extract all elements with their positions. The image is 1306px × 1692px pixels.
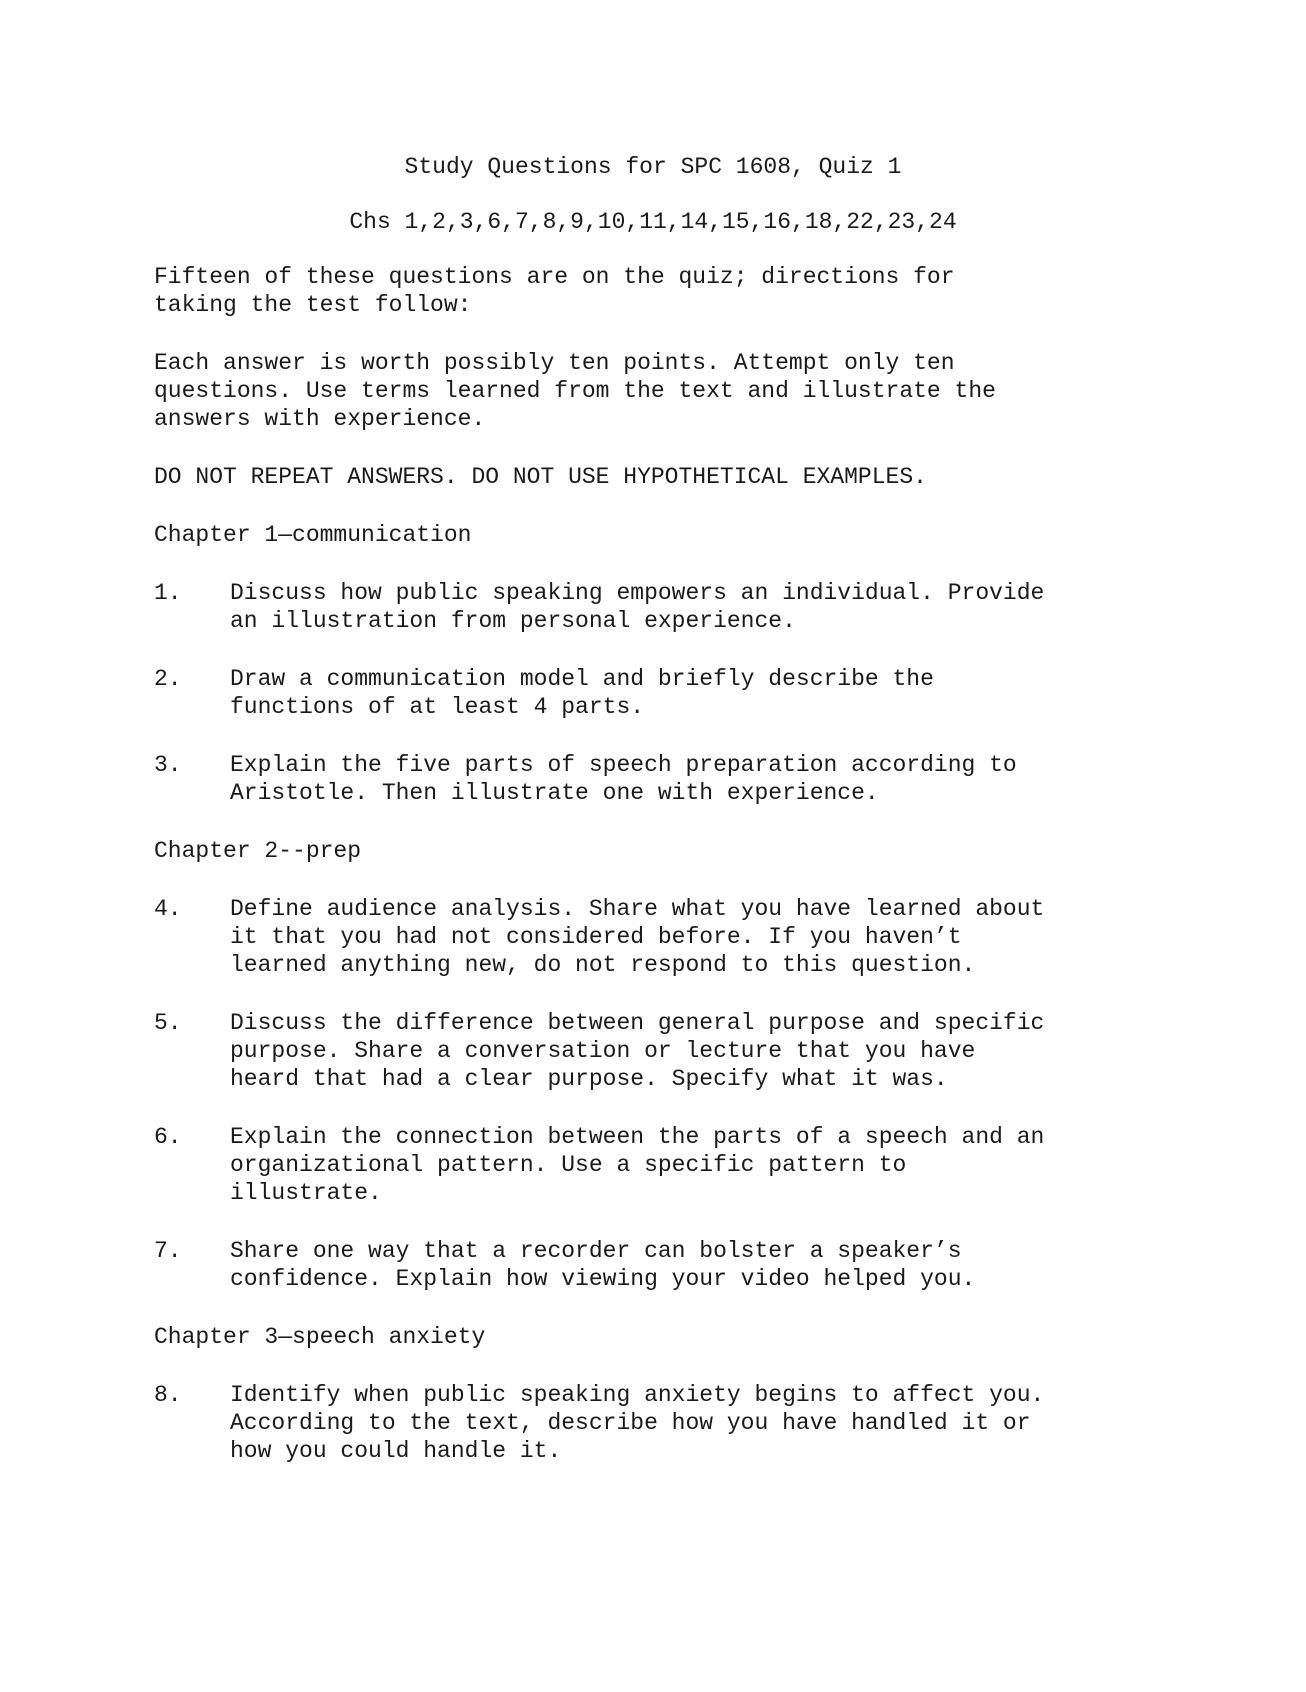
question-text: Explain the connection between the parts of a speech and an organizational pattern. Use a specific pattern to illustrate. [230,1124,1045,1206]
question-item [154,1381,1154,1465]
question-text: Discuss how public speaking empowers an individual. Provide an illustration from personal experience. [230,580,1045,634]
question-item [154,579,1154,635]
directions-paragraph: Each answer is worth possibly ten points. Attempt only ten questions. Use terms learned from the text and illustrate the answers with experience. [154,350,996,432]
section-heading: Chapter 1—communication [154,522,472,548]
question-text: Identify when public speaking anxiety begins to affect you. According to the text, describe how you have handled it or how you could handle it. [230,1382,1045,1464]
chapters-line: Chs 1,2,3,6,7,8,9,10,11,14,15,16,18,22,23,24 [349,209,957,235]
question-item [154,751,1154,807]
question-text: Define audience analysis. Share what you have learned about it that you had not considered before. If you haven’t learned anything new, do not respond to this question. [230,896,1045,978]
section-heading: Chapter 2--prep [154,838,362,864]
question-number: 2. [154,666,182,692]
question-number: 8. [154,1382,182,1408]
question-text: Share one way that a recorder can bolster a speaker’s confidence. Explain how viewing your video helped you. [230,1238,976,1292]
question-number: 5. [154,1010,182,1036]
document-title: Study Questions for SPC 1608, Quiz 1 [404,154,902,180]
question-text: Explain the five parts of speech preparation according to Aristotle. Then illustrate one with experience. [230,752,1017,806]
question-number: 3. [154,752,182,778]
question-number: 6. [154,1124,182,1150]
question-item [154,895,1154,979]
question-item [154,1009,1154,1093]
section-heading: Chapter 3—speech anxiety [154,1324,486,1350]
warning-paragraph: DO NOT REPEAT ANSWERS. DO NOT USE HYPOTHETICAL EXAMPLES. [154,464,927,490]
question-number: 4. [154,896,182,922]
question-number: 1. [154,580,182,606]
question-text: Discuss the difference between general purpose and specific purpose. Share a conversation or lecture that you have heard that had a clear purpose. Specify what it was. [230,1010,1045,1092]
intro-paragraph: Fifteen of these questions are on the quiz; directions for taking the test follow: [154,264,955,318]
question-item [154,665,1154,721]
question-number: 7. [154,1238,182,1264]
question-item [154,1237,1154,1293]
question-text: Draw a communication model and briefly describe the functions of at least 4 parts. [230,666,934,720]
document-body [154,263,1154,1495]
question-item [154,1123,1154,1207]
